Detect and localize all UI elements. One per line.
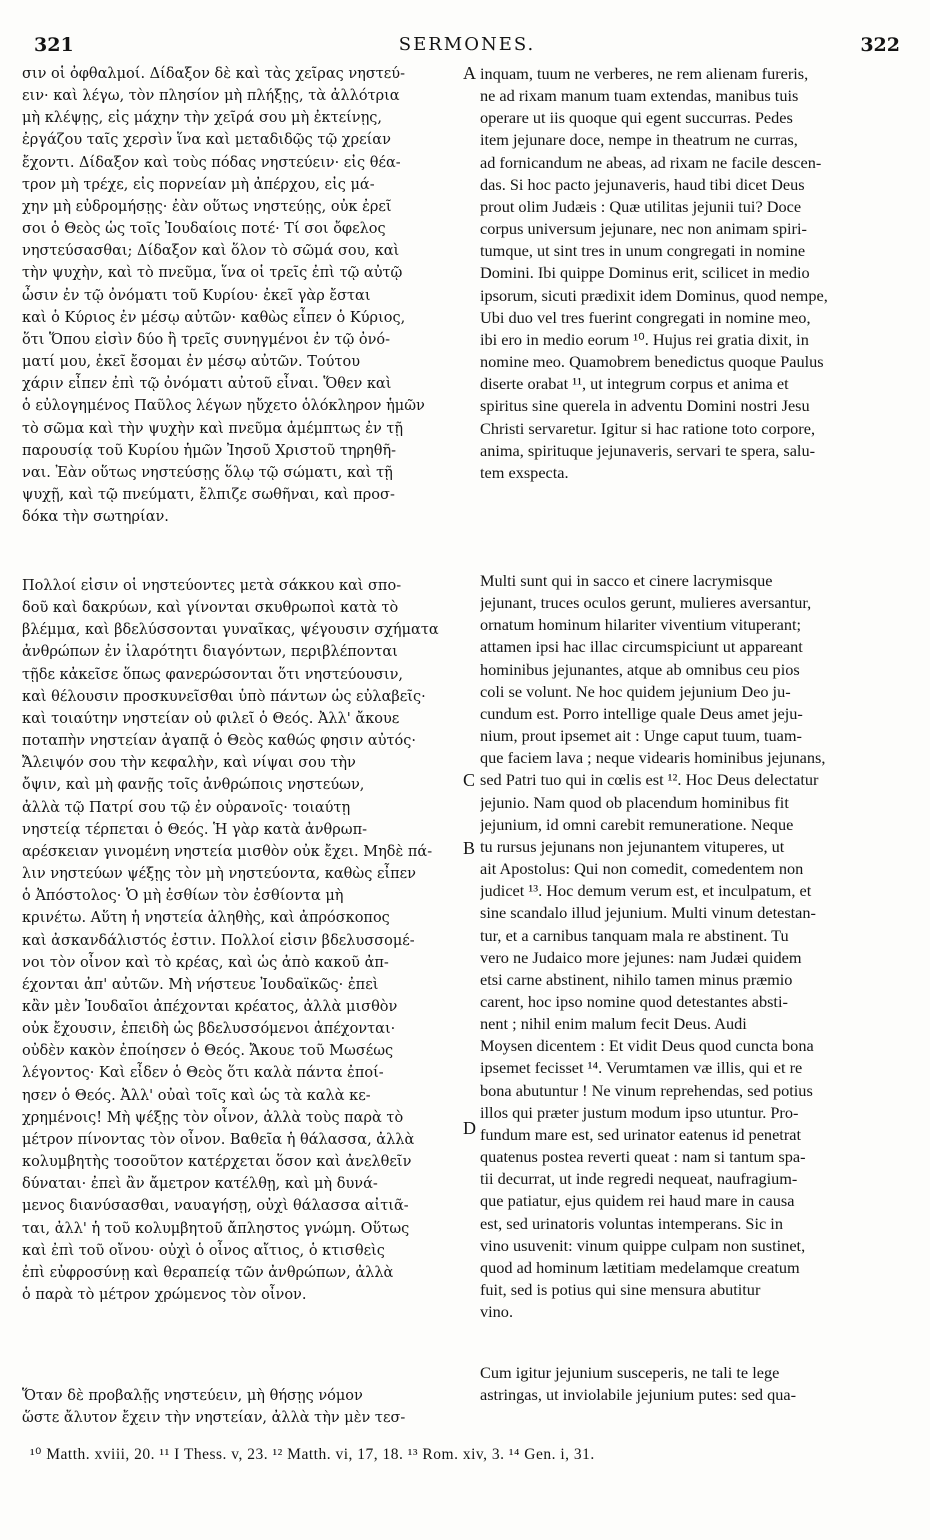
text-line: μέτρον πίνοντας τὸν οἶνον. Βαθεῖα ἡ θάλασσα, ἀλλὰ: [22, 1131, 415, 1148]
text-line: operare ut iis quoque qui egent succurras. Pedes: [480, 108, 793, 128]
text-line: καὶ ἀσκανδάλιστός ἐστιν. Πολλοί εἰσιν βδελυσσομέ-: [22, 932, 415, 949]
text-line: ibi ero in medio eorum ¹⁰. Hujus rei gratia dixit, in: [480, 329, 809, 349]
text-line: sine scandalo illud jejunium. Multi vinum detestan-: [480, 903, 816, 923]
text-line: inquam, tuum ne verberes, ne rem alienam fureris,: [480, 64, 809, 83]
text-line: Ὅταν δὲ προβαλῇς νηστεύειν, μὴ θήσῃς νόμον: [22, 1388, 363, 1404]
text-line: coli se volunt. Ne hoc quidem jejunium Deo ju-: [480, 681, 791, 701]
text-line: ειν· καὶ λέγω, τὸν πλησίον μὴ πλήξῃς, τὰ ἀλλότρια: [22, 88, 400, 105]
text-line: καὶ θέλουσιν προσκυνεῖσθαι ὑπὸ πάντων ὡς εὐλαβεῖς·: [22, 688, 426, 705]
text-line: ad fornicandum ne abeas, ad rixam ne facile descen-: [480, 152, 822, 172]
text-line: etsi carne abstinent, nihilo tamen minus præmio: [480, 969, 793, 989]
text-line: παρουσίᾳ τοῦ Κυρίου ἡμῶν Ἰησοῦ Χριστοῦ τηρηθῆ-: [22, 442, 397, 459]
text-line: attamen ipsi hac illac circumspiciunt ut appareant: [480, 637, 803, 657]
text-line: Moysen dicentem : Et vidit Deus quod cuncta bona: [480, 1036, 814, 1056]
text-line: οὐκ ἔχουσιν, ἐπειδὴ ὡς βδελυσσόμενοι ἀπέχονται·: [22, 1021, 396, 1038]
text-line: ὁ εὐλογημένος Παῦλος λέγων ηὔχετο ὁλόκληρον ἡμῶν: [22, 398, 425, 415]
text-line: τῇδε κἀκεῖσε ὅπως φανερώσονται ὅτι νηστεύουσιν,: [22, 666, 404, 683]
section-marker-c: C: [463, 770, 476, 790]
text-line: Christi servaretur. Igitur si hac ratione toto corpore,: [480, 418, 816, 438]
text-line: Cum igitur jejunium susceperis, ne tali te lege: [480, 1363, 780, 1382]
text-line: ὁ παρὰ τὸ μέτρον χρώμενος τὸν οἶνον.: [22, 1287, 307, 1303]
text-line: έχονται ἀπ' αὐτῶν. Μὴ νήστευε Ἰουδαϊκῶς· ἐπεὶ: [22, 976, 379, 993]
text-line: tumque, ut sint tres in unum congregati in nomine: [480, 241, 806, 261]
text-line: κἂν μὲν Ἰουδαῖοι ἀπέχονται κρέατος, ἀλλὰ μισθὸν: [22, 998, 398, 1015]
text-line: τὴν ψυχὴν, καὶ τὸ πνεῦμα, ἵνα οἱ τρεῖς ἐπὶ τῷ αὐτῷ: [22, 265, 403, 282]
latin-column-paragraph-2: [480, 570, 900, 1323]
text-line: jejunium, id omni carebit remuneratione. Neque: [480, 814, 794, 834]
text-line: que patiatur, ejus quidem rei haud mare in causa: [480, 1191, 795, 1211]
latin-column-paragraph-3: [480, 1362, 900, 1406]
text-line: χάριν εἶπεν ἐπὶ τῷ ὀνόματι αὐτοῦ εἶναι. Ὅθεν καὶ: [22, 376, 392, 393]
footnotes: ¹⁰ Matth. xviii, 20. ¹¹ I Thess. v, 23. ¹² Matth. vi, 17, 18. ¹³ Rom. xiv, 3. ¹⁴ Gen. i, 31.: [30, 1446, 595, 1463]
text-line: ipsemet fecisset ¹⁴. Verumtamen væ illis, qui et re: [480, 1058, 803, 1078]
text-line: vino usuvenit: vinum quippe culpam non sustinet,: [480, 1235, 806, 1255]
text-line: ὥστε ἄλυτον ἔχειν τὴν νηστείαν, ἀλλὰ τὴν μὲν τεσ-: [22, 1410, 406, 1427]
text-line: que faciem lava ; neque videaris hominibus jejunans,: [480, 748, 826, 768]
text-line: prout olim Judæis : Quæ utilitas jejunii tui? Doce: [480, 196, 802, 216]
text-line: quod ad hominum lætitiam medelamque creatum: [480, 1257, 800, 1277]
text-line: hominibus jejunantes, atque ab omnibus ceu pios: [480, 659, 800, 679]
text-line: ἐπὶ εὐφροσύνῃ καὶ θεραπείᾳ τῶν ἀνθρώπων, ἀλλὰ: [22, 1264, 394, 1281]
text-line: vino.: [480, 1302, 514, 1322]
text-line: νηστεύσασθαι; Δίδαξον καὶ ὅλον τὸ σῶμά σου, καὶ: [22, 243, 400, 260]
section-marker-b: B: [463, 838, 476, 858]
text-line: cundum est. Porro intellige quale Deus amet jeju-: [480, 703, 803, 723]
text-line: λιν νηστεύων ψέξῃς τὸν μὴ νηστεύοντα, καθὼς εἶπεν: [22, 866, 416, 883]
text-line: σοι ὁ Θεὸς ὡς τοῖς Ἰουδαίοις ποτέ· Τί σοι ὄφελος: [22, 221, 386, 238]
section-marker-d: D: [463, 1118, 476, 1138]
text-line: καὶ ἐπὶ τοῦ οἴνου· οὐχὶ ὁ οἶνος αἴτιος, ὁ κτισθεὶς: [22, 1242, 385, 1259]
running-title: SERMONES.: [398, 34, 536, 55]
text-line: χην μὴ εὐδρομήσῃς· ἐὰν οὕτως νηστεύῃς, οὐκ ἐρεῖ: [22, 198, 392, 215]
greek-column-paragraph-3: [22, 1385, 460, 1429]
text-line: nium, prout ipsemet ait : Unge caput tuum, tuam-: [480, 726, 802, 746]
text-line: bona abutuntur ! Ne vinum reprehendas, sed potius: [480, 1080, 813, 1100]
text-line: κολυμβητὴς τοσοῦτον κατέρχεται ὅσον καὶ ἀνελθεῖν: [22, 1154, 412, 1171]
text-line: nomine meo. Quamobrem benedictus quoque Paulus: [480, 352, 824, 372]
text-line: Domini. Ibi quippe Dominus erit, scilicet in medio: [480, 263, 810, 283]
text-line: judicet ¹³. Hoc demum verum est, et inculpatum, et: [480, 881, 812, 901]
text-line: ἀλλὰ τῷ Πατρί σου τῷ ἐν οὐρανοῖς· τοιαύτῃ: [22, 799, 351, 816]
text-line: corpus universum jejunare, nec non animam spiri-: [480, 219, 807, 239]
text-line: σιν οἱ ὀφθαλμοί. Δίδαξον δὲ καὶ τὰς χεῖρας νηστεύ-: [22, 66, 405, 82]
text-line: tem exspecta.: [480, 462, 569, 482]
text-line: jejunio. Nam quod ob placendum hominibus fit: [480, 792, 789, 812]
text-line: νηστείᾳ τέρπεται ὁ Θεός. Ἡ γὰρ κατὰ ἀνθρωπ-: [22, 821, 368, 838]
text-line: carent, hoc ipso nomine quod detestantes absti-: [480, 991, 788, 1011]
greek-column-paragraph-1: [22, 63, 460, 528]
text-line: tii decurrat, ut inde regredi nequeat, naufragium-: [480, 1169, 798, 1189]
text-line: τὸ σῶμα καὶ τὴν ψυχὴν καὶ πνεῦμα ἀμέμπτως ἐν τῇ: [22, 420, 404, 437]
text-line: ται, ἀλλ' ἡ τοῦ κολυμβητοῦ ἄπληστος γνώμη. Οὕτως: [22, 1220, 410, 1237]
text-line: ποταπὴν νηστείαν ἀγαπᾷ ὁ Θεὸς καθώς φησιν αὐτός·: [22, 733, 416, 750]
text-line: νοι τὸν οἶνον καὶ τὸ κρέας, καὶ ὡς ἀπὸ κακοῦ ἀπ-: [22, 954, 389, 971]
text-line: μὴ κλέψῃς, εἰς μάχην τὴν χεῖρά σου μὴ ἐκτείνῃς,: [22, 110, 383, 127]
text-line: καὶ ὁ Κύριος ἐν μέσῳ αὐτῶν· καθὼς εἶπεν ὁ Κύριος,: [22, 309, 406, 326]
text-line: astringas, ut inviolabile jejunium putes: sed qua-: [480, 1385, 797, 1405]
text-line: λέγοντος· Καὶ εἶδεν ὁ Θεὸς ὅτι καλὰ πάντα ἐποί-: [22, 1065, 384, 1082]
section-marker-a: A: [463, 63, 476, 83]
text-line: Multi sunt qui in sacco et cinere lacrymisque: [480, 571, 773, 590]
text-line: ὅτι Ὅπου εἰσὶν δύο ἢ τρεῖς συνηγμένοι ἐν τῷ ὀνό-: [22, 331, 391, 348]
text-line: αρέσκειαν γινομένη νηστεία μισθὸν οὐκ ἔχει. Μηδὲ πά-: [22, 843, 433, 860]
text-line: quatenus postea reverti queat : nam si tantum spa-: [480, 1147, 806, 1167]
page-number-left: 321: [34, 34, 74, 56]
text-line: illos qui præter justum modum ipso utuntur. Pro-: [480, 1102, 799, 1122]
text-line: ματί μου, ἐκεῖ ἔσομαι ἐν μέσῳ αὐτῶν. Τούτου: [22, 354, 361, 371]
text-line: ναι. Ἐὰν οὕτως νηστεύσῃς ὅλῳ τῷ σώματι, καὶ τῇ: [22, 464, 393, 481]
text-line: δοῦ καὶ δακρύων, καὶ γίνονται σκυθρωποὶ κατὰ τὸ: [22, 600, 399, 617]
text-line: καὶ τοιαύτην νηστείαν οὐ φιλεῖ ὁ Θεός. Ἀλλ' ἄκουε: [22, 710, 400, 727]
text-line: das. Si hoc pacto jejunaveris, haud tibi dicet Deus: [480, 174, 805, 194]
text-line: οὐδὲν κακὸν ἐποίησεν ὁ Θεός. Ἄκουε τοῦ Μωσέως: [22, 1043, 394, 1060]
text-line: sed Patri tuo qui in cœlis est ¹². Hoc Deus delectatur: [480, 770, 819, 790]
text-line: item jejunare doce, nempe in theatrum ne curras,: [480, 130, 798, 150]
text-line: fundum mare est, sed urinator eatenus id penetrat: [480, 1124, 801, 1144]
text-line: ornatum hominum hilariter viventium vituperant;: [480, 615, 802, 635]
latin-column-paragraph-1: [480, 63, 900, 484]
text-line: ἔχοντι. Δίδαξον καὶ τοὺς πόδας νηστεύειν· εἰς θέα-: [22, 154, 401, 171]
text-line: tu rursus jejunans non jejunantem vituperes, ut: [480, 836, 785, 856]
text-line: Ubi duo vel tres fuerint congregati in nomine meo,: [480, 307, 811, 327]
text-line: anima, spirituque jejunaveris, servari te spera, salu-: [480, 440, 816, 460]
text-line: Ἄλειψόν σου τὴν κεφαλὴν, καὶ νίψαι σου τὴν: [22, 755, 356, 772]
text-line: jejunant, truces oculos gerunt, mulieres aversantur,: [480, 593, 812, 613]
greek-column-paragraph-2: [22, 575, 460, 1306]
page-number-right: 322: [860, 34, 900, 56]
text-line: spiritus sine querela in adventu Domini nostri Jesu: [480, 396, 810, 416]
text-line: diserte orabat ¹¹, ut integrum corpus et anima et: [480, 374, 789, 394]
text-line: ὄψιν, καὶ μὴ φανῇς τοῖς ἀνθρώποις νηστεύων,: [22, 777, 365, 794]
text-line: δύναται· ἐπεὶ ἂν ἄμετρον κατέλθῃ, καὶ μὴ δυνά-: [22, 1176, 378, 1193]
text-line: fuit, sed is potius qui sine mensura abutitur: [480, 1280, 761, 1299]
text-line: ὁ Ἀπόστολος· Ὁ μὴ ἐσθίων τὸν ἐσθίοντα μὴ: [22, 888, 344, 905]
text-line: κρινέτω. Αὕτη ἡ νηστεία ἀληθὴς, καὶ ἀπρόσκοπος: [22, 910, 390, 927]
text-line: ησεν ὁ Θεός. Ἀλλ' οὐαὶ τοῖς καὶ ὡς τὰ καλὰ κε-: [22, 1087, 371, 1104]
page-header: [34, 34, 900, 60]
text-line: ψυχῇ, καὶ τῷ πνεύματι, ἔλπιζε σωθῆναι, καὶ προσ-: [22, 486, 395, 503]
text-line: χρημένοις! Μὴ ψέξῃς τὸν οἶνον, ἀλλὰ τοὺς παρὰ τὸ: [22, 1109, 404, 1126]
text-line: τρον μὴ τρέχε, εἰς πορνείαν μὴ ἀπέρχου, εἰς μά-: [22, 176, 375, 193]
text-line: ait Apostolus: Qui non comedit, comedentem non: [480, 859, 804, 879]
text-line: tur, et a carnibus tanquam mala re abstinent. Tu: [480, 925, 789, 945]
text-line: ἀνθρώπων ἐν ἱλαρότητι διαγόντων, περιβλέπονται: [22, 644, 398, 661]
text-line: βλέμμα, καὶ βδελύσσονται γυναῖκας, ψέγουσιν σχήματα: [22, 622, 439, 639]
text-line: μενος διανύσασθαι, ναυαγήσῃ, οὐχὶ θάλασσα αἰτιᾶ-: [22, 1198, 409, 1215]
text-line: ὦσιν ἐν τῷ ὀνόματι τοῦ Κυρίου· ἐκεῖ γὰρ ἔσται: [22, 287, 371, 304]
text-line: ἐργάζου ταῖς χερσὶν ἵνα καὶ μεταδιδῷς τῷ χρείαν: [22, 132, 391, 149]
text-line: vero ne Judaico more jejunes: nam Judæi quidem: [480, 947, 802, 967]
text-line: ipsorum, sicuti prædixit idem Dominus, quod nempe,: [480, 285, 828, 305]
text-line: δόκα τὴν σωτηρίαν.: [22, 509, 169, 526]
text-line: est, sed urinatoris voluntas intemperans. Sic in: [480, 1213, 783, 1233]
text-line: ne ad rixam manum tuam extendas, manibus tuis: [480, 86, 799, 106]
text-line: Πολλοί εἰσιν οἱ νηστεύοντες μετὰ σάκκου καὶ σπο-: [22, 578, 402, 594]
text-line: nent ; nihil enim malum fecit Deus. Audi: [480, 1014, 747, 1034]
